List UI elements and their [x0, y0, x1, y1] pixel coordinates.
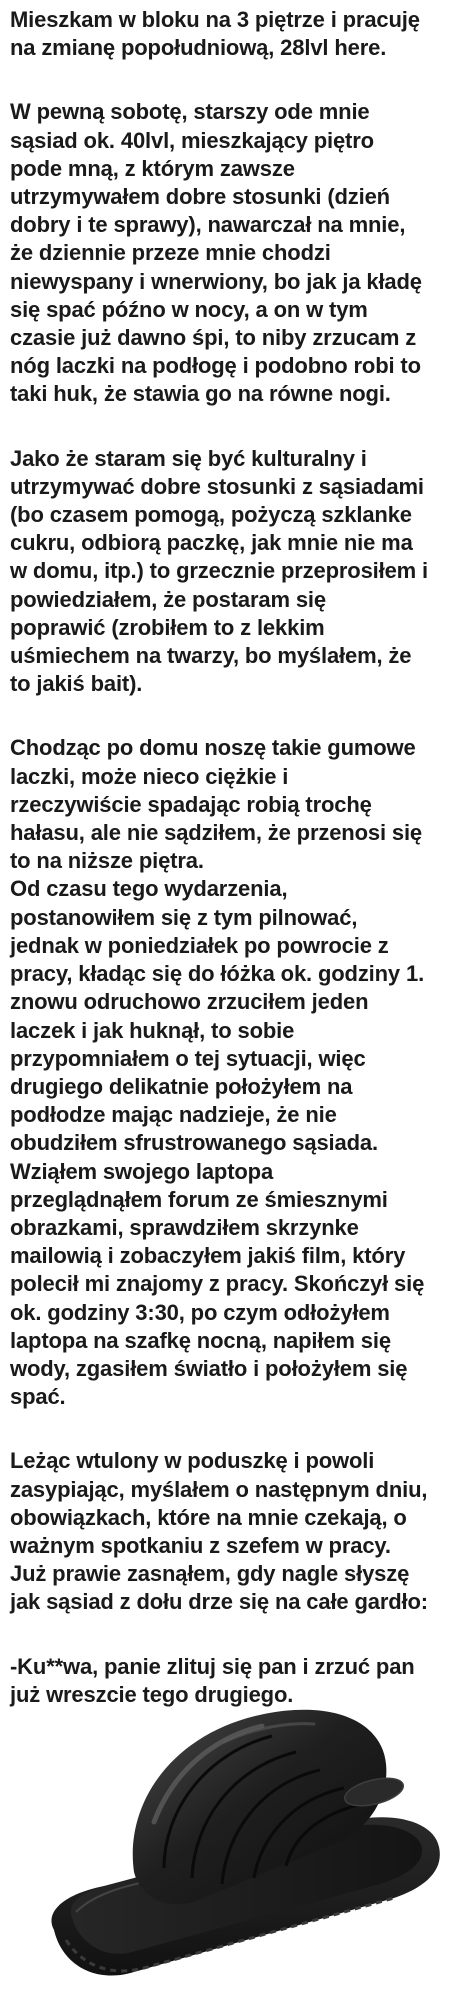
paragraph-apology: Jako że staram się być kulturalny i utrzymywać dobre stosunki z sąsiadami (bo czasem pomogą, pożyczą szklanke cukru, odbiorą paczkę, jak mnie nie ma w domu, itp.) to grzecznie przeprosiłem i powiedziałem, że postaram się poprawić (zrobiłem to z lekkim uśmiechem na twarzy, bo myślałem, że to jakiś bait).: [10, 445, 429, 697]
paragraph-punchline: -Ku**wa, panie zlituj się pan i zrzuć pan już wreszcie tego drugiego.: [10, 1653, 415, 1707]
slipper-image: [14, 1672, 459, 1992]
slipper-icon: [14, 1672, 459, 1992]
paragraph-slippers: Chodząc po domu noszę takie gumowe laczki, może nieco ciężkie i rzeczywiście spadając robią trochę hałasu, ale nie sądziłem, że przenosi się to na niższe piętra.: [10, 735, 423, 874]
paragraph-falling-asleep: Leżąc wtulony w poduszkę i powoli zasypiając, myślałem o następnym dniu, obowiązkach, które na mnie czekają, o ważnym spotkaniu z szefem w pracy. Już prawie zasnąłem, gdy nagle słyszę jak sąsiad z dołu drze się na całe gardło:: [10, 1448, 428, 1615]
paragraph-monday-night: Od czasu tego wydarzenia, postanowiłem się z tym pilnować, jednak w poniedziałek po powrocie z pracy, kładąc się do łóżka ok. godziny 1. znowu odruchowo zrzuciłem jeden laczek i jak huknął, to sobie przypomniałem o tej sytuacji, więc drugiego delikatnie położyłem na podłodze mając nadzieje, że nie obudziłem sfrustrowanego sąsiada. Wziąłem swojego laptopa przeglądnąłem forum ze śmiesznymi obrazkami, sprawdziłem skrzynke mailowią i zobaczyłem jakiś film, który polecił mi znajomy z pracy. Skończył się ok. godziny 3:30, po czym odłożyłem laptopa na szafkę nocną, napiłem się wody, zgasiłem światło i położyłem się spać.: [10, 876, 425, 1410]
story-text: [10, 6, 465, 1745]
paragraph-neighbor-complaint: W pewną sobotę, starszy ode mnie sąsiad ok. 40lvl, mieszkający piętro pode mną, z którym zawsze utrzymywałem dobre stosunki (dzień dobry i te sprawy), nawarczał na mnie, że dziennie przeze mnie chodzi niewyspany i wnerwiony, bo jak ja kładę się spać późno w nocy, a on w tym czasie już dawno śpi, to niby zrzucam z nóg laczki na podłogę i podobno robi to taki huk, że stawia go na równe nogi.: [10, 99, 422, 407]
paragraph-intro: Mieszkam w bloku na 3 piętrze i pracuję na zmianę popołudniową, 28lvl here.: [10, 7, 420, 61]
